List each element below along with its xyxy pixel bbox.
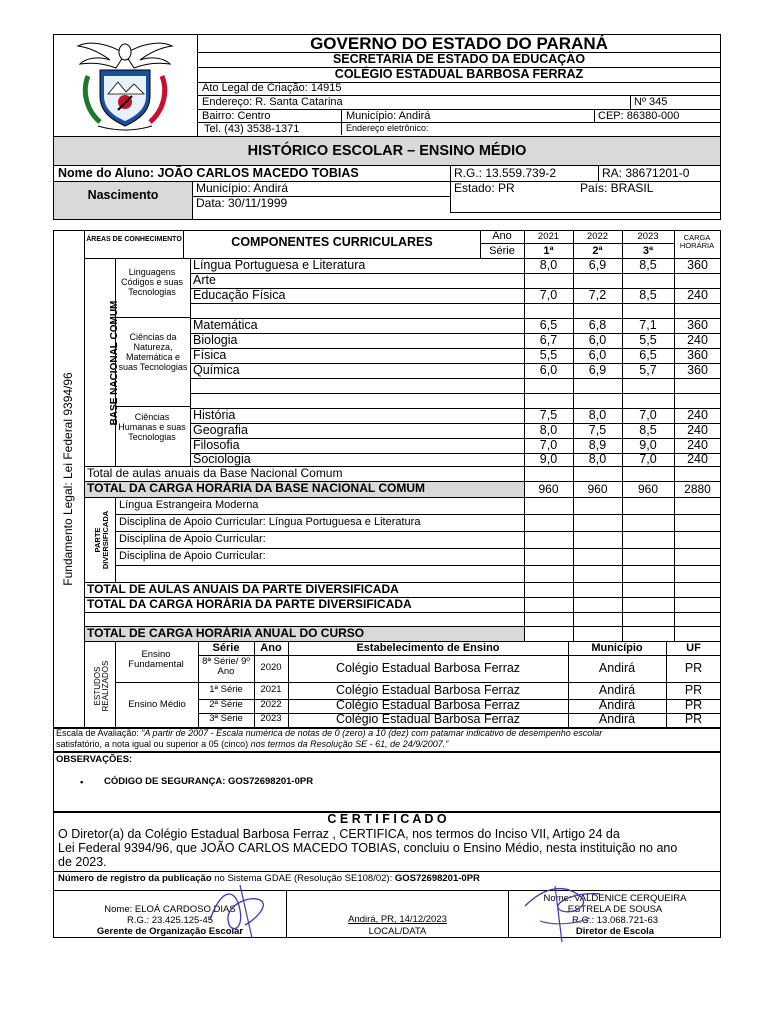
- estudo-uf: PR: [684, 698, 703, 712]
- rule: [115, 317, 190, 318]
- municipio-escola: Município: Andirá: [346, 110, 431, 122]
- estudo-uf: PR: [684, 661, 703, 675]
- estudo-estabelecimento: Colégio Estadual Barbosa Ferraz: [335, 698, 521, 712]
- grade-1: 9,0: [539, 452, 558, 466]
- subject-name: Biologia: [193, 333, 238, 347]
- numero: Nº 345: [634, 96, 668, 108]
- student-name: Nome do Aluno: JOÃO CARLOS MACEDO TOBIAS: [58, 166, 359, 180]
- total-aulas-div: TOTAL DE AULAS ANUAIS DA PARTE DIVERSIFICADA: [87, 582, 399, 596]
- escala-line2b: nos termos da Resolução SE - 61, de 24/9/2007.”: [250, 739, 449, 749]
- estudos-h-uf: UF: [686, 642, 701, 654]
- row-rule: [190, 273, 721, 274]
- obs-codigo: CÓDIGO DE SEGURANÇA: GOS72698201-0PR: [104, 776, 314, 787]
- rule: [84, 230, 85, 728]
- estudo-estabelecimento: Colégio Estadual Barbosa Ferraz: [335, 683, 521, 697]
- rule: [84, 497, 721, 498]
- grade-3: 5,7: [639, 363, 657, 377]
- rule: [524, 498, 525, 641]
- subject-name: Química: [193, 363, 240, 377]
- carga-header: CARGA HORÁRIA: [679, 233, 715, 251]
- estudo-estabelecimento: Colégio Estadual Barbosa Ferraz: [335, 712, 521, 726]
- grade-1: 7,0: [539, 288, 558, 302]
- rule: [115, 497, 116, 582]
- rule: [84, 612, 721, 613]
- student-rg: R.G.: 13.559.739-2: [454, 166, 557, 180]
- estudos-h-ano: Ano: [260, 642, 282, 654]
- grade-3: 6,5: [639, 348, 657, 362]
- grade-1: 6,7: [539, 333, 558, 347]
- carga-horaria: 240: [687, 423, 708, 437]
- area-ciencias-humanas: Ciências Humanas e suas Tecnologias: [118, 412, 186, 442]
- secretaria-title: SECRETARIA DE ESTADO DA EDUCAÇÃO: [332, 52, 586, 66]
- escala-italic: “A partir de 2007 - Escala numérica de notas de 0 (zero) a 10 (dez) com patamar indicativo de desempenho escolar: [141, 728, 603, 738]
- carga-horaria: 240: [687, 288, 708, 302]
- coat-of-arms-icon: [70, 36, 180, 134]
- rule: [598, 165, 599, 181]
- total-carga-bnc-total: 2880: [684, 482, 711, 496]
- grade-1: 5,5: [539, 348, 558, 362]
- signature-right-scribble: [520, 876, 610, 946]
- areas-header: ÁREAS DE CONHECIMENTO: [86, 236, 182, 243]
- parana-coat-of-arms: [70, 36, 180, 134]
- rule: [674, 498, 675, 641]
- grade-3: 7,1: [639, 318, 657, 332]
- grade-2: 6,8: [588, 318, 607, 332]
- sig-left-role: Gerente de Organização Escolar: [96, 926, 244, 937]
- row-rule: [190, 393, 721, 394]
- bnc-label: BASE NACIONAL COMUM: [109, 300, 120, 426]
- fundamento-legal: Fundamento Legal: Lei Federal 9394/96: [61, 372, 75, 586]
- student-ra: RA: 38671201-0: [602, 166, 690, 180]
- cert-line2: Lei Federal 9394/96, que JOÃO CARLOS MACEDO TOBIAS, concluiu o Ensino Médio, nesta instituição no ano: [58, 841, 678, 855]
- sig-right-role: Diretor de Escola: [575, 926, 655, 937]
- carga-horaria: 240: [687, 438, 708, 452]
- escala-line1: [56, 729, 602, 739]
- rule: [450, 165, 451, 212]
- registro-mid: no Sistema GDAE (Resolução SE108/02):: [211, 873, 395, 884]
- subject-name: Educação Física: [193, 288, 286, 302]
- birth-municipio: Município: Andirá: [196, 181, 289, 195]
- escala-line2: [56, 740, 448, 750]
- sig-mid-local: Andirá, PR, 14/12/2023: [348, 914, 447, 925]
- grade-2: 8,9: [588, 438, 607, 452]
- grade-1: 7,5: [539, 408, 558, 422]
- estudo-ano: 2020: [260, 662, 282, 673]
- estudo-serie: 2ª Série: [209, 699, 243, 710]
- rule: [115, 406, 190, 407]
- serie-2: 2ª: [592, 245, 603, 257]
- sig-right-name1: Nome: VALDENICE CERQUEIRA: [543, 893, 687, 904]
- carga-horaria: 240: [687, 408, 708, 422]
- rule: [622, 498, 623, 641]
- signature-left-scribble: [200, 880, 280, 940]
- carga-horaria: 240: [687, 333, 708, 347]
- rule: [192, 181, 193, 220]
- carga-horaria: 240: [687, 452, 708, 466]
- row-rule: [115, 531, 721, 532]
- grade-2: 6,0: [588, 348, 607, 362]
- estudo-ano: 2023: [260, 713, 282, 724]
- year-2023: 2023: [637, 231, 659, 242]
- carga-horaria: 360: [687, 258, 708, 272]
- estudo-estabelecimento: Colégio Estadual Barbosa Ferraz: [335, 661, 521, 675]
- cert-line3: de 2023.: [58, 855, 107, 869]
- estudos-label: ESTUDOS REALIZADOS: [93, 660, 111, 712]
- grade-2: 8,0: [588, 408, 607, 422]
- div-row-label: Disciplina de Apoio Curricular:: [119, 533, 266, 545]
- grade-1: 6,5: [539, 318, 558, 332]
- cep: CEP: 86380-000: [598, 110, 680, 122]
- row-rule: [115, 565, 721, 566]
- sig-left-name: Nome: ELOÁ CARDOSO DIAS: [104, 904, 236, 915]
- estudo-municipio: Andirá: [598, 683, 636, 697]
- bairro: Bairro: Centro: [202, 110, 271, 122]
- doc-title: HISTÓRICO ESCOLAR – ENSINO MÉDIO: [247, 143, 527, 159]
- subject-name: Língua Portuguesa e Literatura: [193, 258, 366, 272]
- ato-legal: Ato Legal de Criação: 14915: [202, 82, 342, 94]
- serie-3: 3ª: [642, 245, 654, 257]
- row-rule: [190, 378, 721, 379]
- grade-3: 7,0: [639, 452, 657, 466]
- registro-code: GOS72698201-0PR: [394, 873, 480, 884]
- grade-2: 6,9: [588, 258, 607, 272]
- total-carga-div: TOTAL DA CARGA HORÁRIA DA PARTE DIVERSIFICADA: [87, 597, 412, 611]
- estudo-serie: 3ª Série: [209, 713, 243, 724]
- serie-label: Série: [489, 245, 515, 257]
- nascimento-label: Nascimento: [87, 188, 159, 202]
- estudo-serie: 1ª Série: [209, 684, 243, 695]
- estudo-municipio: Andirá: [598, 661, 636, 675]
- email-label: Endereço eletrônico:: [346, 123, 429, 133]
- total-carga-bnc: TOTAL DA CARGA HORÁRIA DA BASE NACIONAL COMUM: [87, 481, 425, 495]
- row-rule: [190, 303, 721, 304]
- estudos-h-serie: Série: [212, 642, 240, 654]
- subject-name: Filosofia: [193, 438, 240, 452]
- grade-1: 7,0: [539, 438, 558, 452]
- row-rule: [115, 514, 721, 515]
- div-row-label: Disciplina de Apoio Curricular:: [119, 550, 266, 562]
- rule: [53, 871, 721, 872]
- ensino-medio-label: Ensino Médio: [128, 699, 186, 710]
- estudo-municipio: Andirá: [598, 712, 636, 726]
- estudo-uf: PR: [684, 683, 703, 697]
- total-carga-bnc-1: 960: [538, 482, 559, 496]
- birth-pais: País: BRASIL: [580, 181, 654, 195]
- sig-right-name2: ESTRELA DE SOUSA: [567, 904, 663, 915]
- subject-name: História: [193, 408, 236, 422]
- grade-3: 8,5: [639, 423, 657, 437]
- rule: [198, 655, 721, 656]
- cert-title: C E R T I F I C A D O: [327, 812, 447, 826]
- sig-left-rg: R.G.: 23.425.125-45: [126, 915, 214, 926]
- subject-name: Geografia: [193, 423, 248, 437]
- carga-horaria: 360: [687, 363, 708, 377]
- serie-1: 1ª: [543, 245, 554, 257]
- subject-name: Física: [193, 348, 227, 362]
- grade-2: 7,5: [588, 423, 607, 437]
- grade-1: 8,0: [539, 423, 558, 437]
- rule: [480, 243, 674, 244]
- rule: [53, 890, 721, 891]
- cert-line1: O Diretor(a) da Colégio Estadual Barbosa Ferraz , CERTIFICA, nos termos do Inciso VII, Artigo 24 da: [58, 827, 620, 841]
- parte-div-label: PARTE DIVERSIFICADA: [93, 510, 110, 570]
- grade-1: 6,0: [539, 363, 558, 377]
- subject-name: Arte: [193, 273, 216, 287]
- row-rule: [198, 699, 721, 700]
- grade-2: 6,0: [588, 333, 607, 347]
- div-row-label: Língua Estrangeira Moderna: [119, 499, 259, 511]
- area-ciencias-natureza: Ciências da Natureza, Matemática e suas Tecnologias: [118, 332, 188, 372]
- gov-title: GOVERNO DO ESTADO DO PARANÁ: [310, 34, 608, 53]
- carga-horaria: 360: [687, 318, 708, 332]
- total-carga-bnc-3: 960: [637, 482, 659, 496]
- grade-2: 8,0: [588, 452, 607, 466]
- grade-3: 8,5: [639, 258, 657, 272]
- componentes-header: COMPONENTES CURRICULARES: [231, 235, 433, 249]
- row-rule: [115, 548, 721, 549]
- rule: [450, 212, 721, 213]
- row-rule: [198, 713, 721, 714]
- estudo-serie: 8ª Série/ 9º Ano: [202, 656, 250, 677]
- sig-right-rg: R.G.: 13.068.721-63: [571, 915, 659, 926]
- sig-mid-label: LOCAL/DATA: [368, 926, 427, 937]
- grade-3: 8,5: [639, 288, 657, 302]
- grade-3: 7,0: [639, 408, 657, 422]
- grade-1: 8,0: [539, 258, 558, 272]
- escala-label: Escala de Avaliação:: [56, 728, 142, 738]
- grade-2: 6,9: [588, 363, 607, 377]
- telefone: Tel. (43) 3538-1371: [204, 123, 300, 135]
- endereco: Endereço: R. Santa Catarina: [202, 96, 343, 108]
- rule: [573, 498, 574, 641]
- estudo-ano: 2022: [260, 699, 282, 710]
- subject-name: Sociologia: [193, 452, 251, 466]
- estudo-ano: 2021: [260, 684, 282, 695]
- grade-3: 9,0: [639, 438, 657, 452]
- estudos-h-estab: Estabelecimento de Ensino: [356, 642, 500, 654]
- area-linguagens: Linguagens Códigos e suas Tecnologias: [120, 267, 184, 297]
- ano-label: Ano: [492, 230, 512, 242]
- obs-label: OBSERVAÇÕES:: [56, 754, 133, 765]
- rule: [190, 258, 191, 466]
- escala-line2a: satisfatório, a nota igual ou superior a 05 (cinco): [56, 739, 251, 749]
- ensino-fundamental-label: Ensino Fundamental: [128, 649, 184, 671]
- subject-name: Matemática: [193, 318, 258, 332]
- colegio-title: COLÉGIO ESTADUAL BARBOSA FERRAZ: [334, 67, 584, 81]
- carga-horaria: 360: [687, 348, 708, 362]
- rule: [630, 95, 631, 109]
- estudo-municipio: Andirá: [598, 698, 636, 712]
- total-curso: TOTAL DE CARGA HORÁRIA ANUAL DO CURSO: [87, 626, 365, 640]
- year-2021: 2021: [537, 231, 560, 242]
- estudo-uf: PR: [684, 712, 703, 726]
- total-carga-bnc-2: 960: [587, 482, 608, 496]
- estudos-h-mun: Município: [591, 642, 643, 654]
- rule: [115, 641, 116, 728]
- grade-2: 7,2: [588, 288, 607, 302]
- year-2022: 2022: [586, 231, 609, 242]
- grade-3: 5,5: [639, 333, 657, 347]
- total-aulas-bnc: Total de aulas anuais da Base Nacional Comum: [87, 466, 343, 480]
- birth-estado: Estado: PR: [454, 181, 515, 195]
- div-row-label: Disciplina de Apoio Curricular: Língua Portuguesa e Literatura: [119, 516, 421, 528]
- rule: [594, 109, 595, 122]
- birth-data: Data: 30/11/1999: [196, 196, 288, 210]
- obs-bullet-dot: •: [80, 777, 84, 788]
- registro-label: Número de registro da publicação: [58, 873, 212, 884]
